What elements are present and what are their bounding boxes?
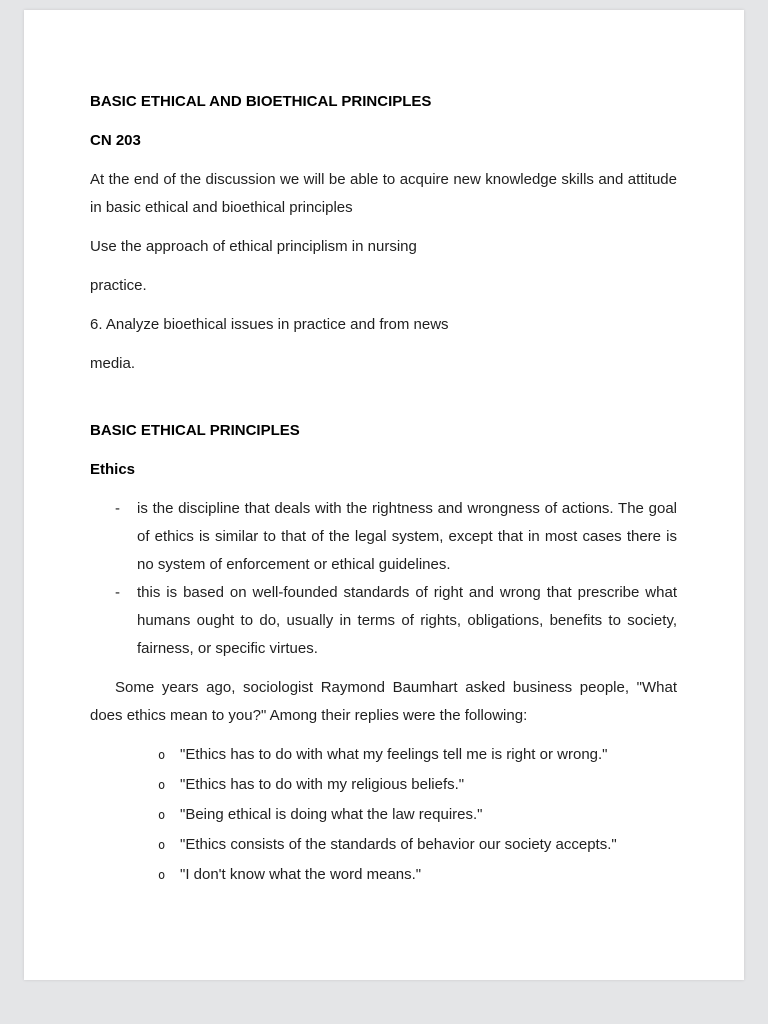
ethics-replies-list (90, 741, 677, 889)
list-item (90, 801, 677, 829)
ethics-definition-list (90, 495, 677, 663)
circle-bullet-marker: o (158, 778, 166, 792)
circle-bullet-marker: o (158, 748, 166, 762)
circle-bullet-marker: o (158, 868, 166, 882)
list-item (90, 579, 677, 663)
document-title: BASIC ETHICAL AND BIOETHICAL PRINCIPLES (90, 93, 432, 110)
objective-line-media: media. (90, 355, 136, 372)
list-item (90, 861, 677, 889)
list-item (90, 741, 677, 769)
dash-bullet-marker: - (115, 500, 120, 517)
list-item-text: "Ethics has to do with what my feelings tell me is right or wrong." (180, 746, 608, 763)
objective-line-analyze: 6. Analyze bioethical issues in practice and from news (90, 316, 449, 333)
list-item (90, 831, 677, 859)
circle-bullet-marker: o (158, 838, 166, 852)
list-item-text: is the discipline that deals with the rightness and wrongness of actions. The goal of ethics is similar to that of the legal system, except that in most cases there is no system of enforcement or ethical guidelines. (137, 500, 677, 573)
list-item (90, 771, 677, 799)
baumhart-paragraph: Some years ago, sociologist Raymond Baumhart asked business people, "What does ethics mean to you?" Among their replies were the following: (90, 679, 677, 724)
objective-line-use: Use the approach of ethical principlism in nursing (90, 238, 417, 255)
objective-line-practice: practice. (90, 277, 147, 294)
list-item-text: this is based on well-founded standards of right and wrong that prescribe what humans ought to do, usually in terms of rights, obligations, benefits to society, fairness, or specific virtues. (137, 584, 677, 657)
intro-paragraph: At the end of the discussion we will be able to acquire new knowledge skills and attitude in basic ethical and bioethical principles (90, 171, 677, 216)
list-item-text: "Ethics consists of the standards of behavior our society accepts." (180, 836, 617, 853)
section-heading: BASIC ETHICAL PRINCIPLES (90, 422, 300, 439)
list-item-text: "Being ethical is doing what the law requires." (180, 806, 483, 823)
list-item (90, 495, 677, 579)
circle-bullet-marker: o (158, 808, 166, 822)
course-code: CN 203 (90, 132, 141, 149)
list-item-text: "Ethics has to do with my religious beliefs." (180, 776, 465, 793)
document-page (24, 10, 744, 980)
dash-bullet-marker: - (115, 584, 120, 601)
list-item-text: "I don't know what the word means." (180, 866, 422, 883)
subheading-ethics: Ethics (90, 461, 136, 478)
